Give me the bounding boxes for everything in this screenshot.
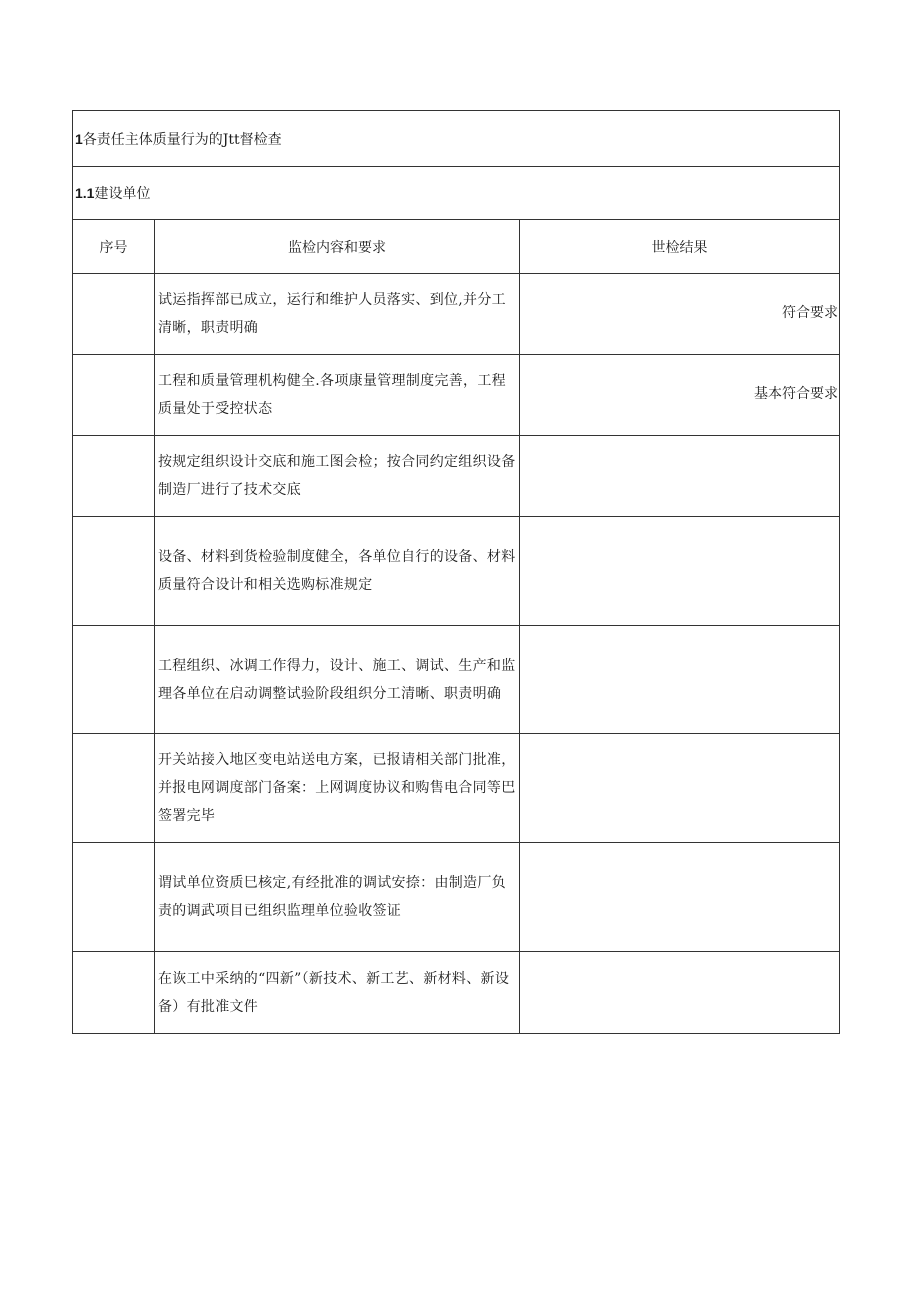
row-content: 工程和质量管理机构健全.各项康量管理制度完善，工程质量处于受控状态 — [155, 355, 520, 436]
row-content: 开关站接入地区变电站送电方案，已报请相关部门批准，并报电网调度部门备案：上网调度协议和购售电合同等巴签署完毕 — [155, 734, 520, 843]
row-result — [520, 626, 840, 734]
header-result: 世检结果 — [520, 220, 840, 274]
row-result-text: 符合要求 — [782, 305, 838, 321]
row-result — [520, 355, 840, 436]
inspection-table — [72, 110, 840, 1034]
row-content: 试运指挥部已成立，运行和维护人员落实、到位,并分工清晰，职责明确 — [155, 274, 520, 355]
row-content: 谓试单位资质巳核定,有经批准的调试安捺：由制造厂负责的调武项目已组织监理单位验收签证 — [155, 843, 520, 952]
row-result — [520, 436, 840, 517]
row-result — [520, 843, 840, 952]
row-result — [520, 274, 840, 355]
header-index: 序号 — [73, 220, 155, 274]
table-row — [73, 843, 840, 952]
row-index — [73, 436, 155, 517]
row-index — [73, 734, 155, 843]
table-row — [73, 734, 840, 843]
row-index — [73, 274, 155, 355]
row-index — [73, 626, 155, 734]
subsection-number: 1.1 — [75, 185, 95, 201]
subsection-heading-row — [73, 167, 840, 220]
table-row — [73, 952, 840, 1034]
table-header-row — [73, 220, 840, 274]
section-heading-row — [73, 111, 840, 167]
subsection-title: 建设单位 — [94, 186, 151, 202]
row-index — [73, 517, 155, 626]
row-index — [73, 952, 155, 1034]
row-result — [520, 952, 840, 1034]
row-result-text: 基本符合要求 — [754, 386, 838, 402]
header-content: 监检内容和要求 — [155, 220, 520, 274]
table-row — [73, 355, 840, 436]
table-row — [73, 626, 840, 734]
row-content: 在诙工中采纳的“四新”（新技术、新工艺、新材料、新设备）有批准文件 — [155, 952, 520, 1034]
row-index — [73, 355, 155, 436]
row-index — [73, 843, 155, 952]
row-result — [520, 734, 840, 843]
section-number: 1 — [75, 130, 83, 147]
section-title: 各责任主体质量行为的Jtt督检查 — [82, 131, 282, 148]
row-content: 设备、材料到货检验制度健全，各单位自行的设备、材料质量符合设计和相关选购标准规定 — [155, 517, 520, 626]
row-result — [520, 517, 840, 626]
row-content: 工程组织、冰调工作得力，设计、施工、调试、生产和监理各单位在启动调整试验阶段组织分工清晰、职责明确 — [155, 626, 520, 734]
section-heading — [73, 111, 840, 167]
table-row — [73, 517, 840, 626]
table-row — [73, 436, 840, 517]
table-row — [73, 274, 840, 355]
subsection-heading — [73, 167, 840, 220]
row-content: 按规定组织设计交底和施工图会检；按合同约定组织设备制造厂进行了技术交底 — [155, 436, 520, 517]
